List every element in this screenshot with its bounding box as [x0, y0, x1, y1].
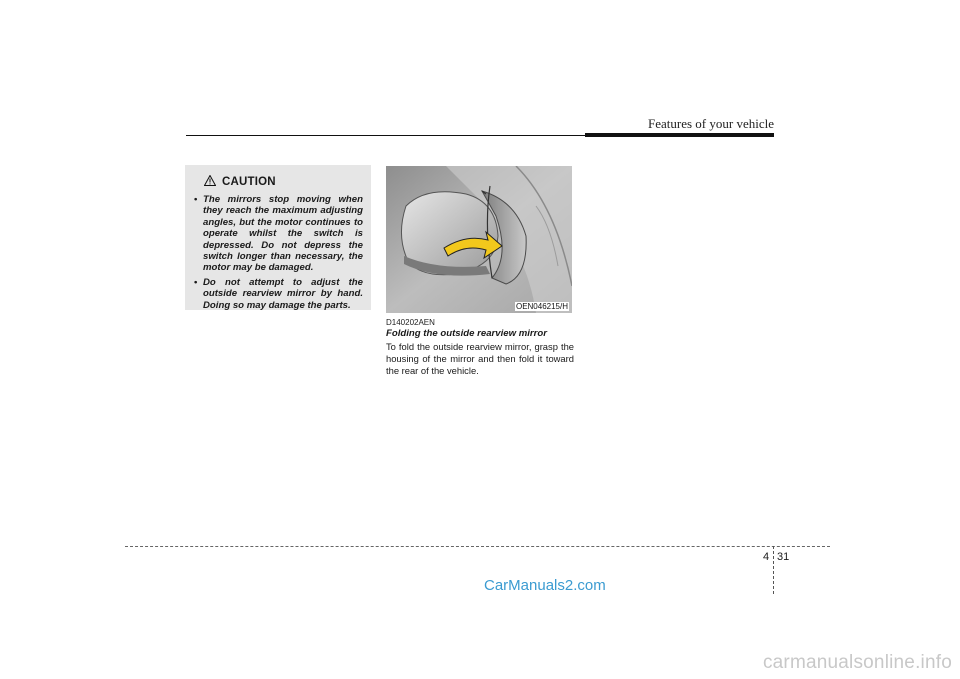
mirror-fold-illustration: [386, 166, 572, 313]
chapter-number: 4: [763, 551, 770, 563]
footer-rule: [125, 546, 830, 547]
header-rule-accent: [585, 133, 774, 137]
header-title: Features of your vehicle: [648, 116, 774, 131]
caution-title: CAUTION: [222, 176, 276, 188]
figure-code: OEN046215/H: [515, 302, 568, 311]
page-number: 31: [777, 551, 790, 563]
caution-box: [185, 165, 371, 310]
caution-item: • Do not attempt to adjust the outside rearview mirror by hand. Doing so may damage the parts.: [194, 277, 363, 311]
caution-item: • The mirrors stop moving when they reach the maximum adjusting angles, but the motor continues to operate whilst the switch is depressed. Do not depress the switch longer than necessary, the motor may be damaged.: [194, 194, 363, 274]
mirror-figure: [386, 166, 572, 313]
caution-list: [194, 194, 363, 311]
caution-header: [204, 173, 363, 191]
footer-divider: [773, 546, 774, 594]
section-code: D140202AEN: [386, 318, 435, 327]
section-title: Folding the outside rearview mirror: [386, 328, 547, 339]
section-body: To fold the outside rearview mirror, grasp the housing of the mirror and then fold it toward the rear of the vehicle.: [386, 341, 574, 376]
warning-icon: [204, 173, 216, 191]
watermark-footer: carmanualsonline.info: [762, 652, 952, 673]
watermark-link[interactable]: CarManuals2.com: [484, 577, 606, 594]
